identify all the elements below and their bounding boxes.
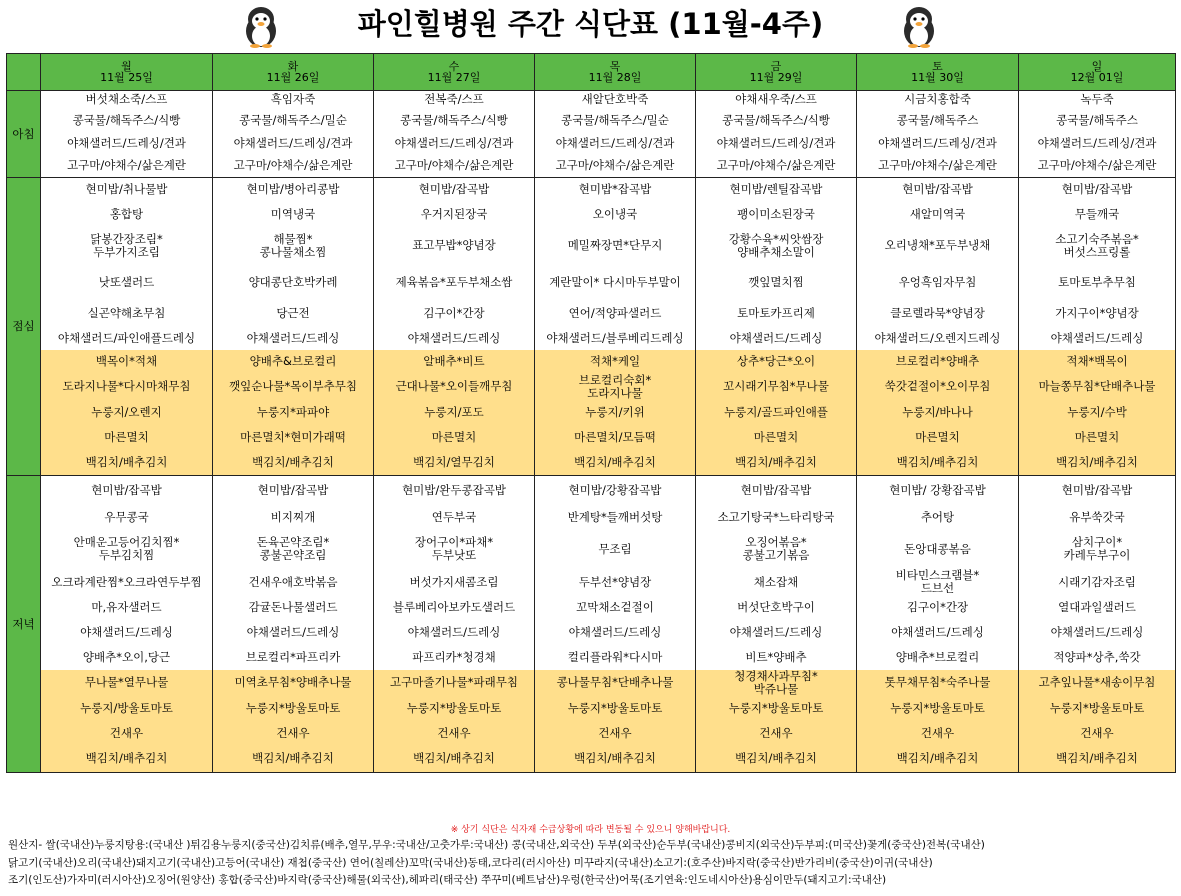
menu-cell: 제육볶음*포두부채소쌈 xyxy=(374,265,535,301)
menu-cell: 현미밥/ 강황잡곡밥 xyxy=(857,476,1019,505)
menu-cell: 건새우 xyxy=(41,721,213,746)
menu-cell: 백김치/배추김치 xyxy=(213,746,374,773)
menu-cell: 전복죽/스프 xyxy=(374,91,535,109)
menu-cell xyxy=(213,227,374,265)
menu-cell: 마른멸치 xyxy=(696,425,857,451)
menu-cell: 야채샐러드/드레싱/견과 xyxy=(41,132,213,155)
menu-row xyxy=(7,350,1176,374)
menu-cell: 양배추*오이,당근 xyxy=(41,645,213,670)
menu-cell-line: 돈육곤약조림* xyxy=(256,535,330,549)
header-corner xyxy=(7,54,41,91)
menu-cell: 현미밥/잡곡밥 xyxy=(213,476,374,505)
menu-cell: 고구마/야채수/삶은계란 xyxy=(41,155,213,178)
menu-cell: 콩국물/해독주스/밀순 xyxy=(213,109,374,132)
menu-cell: 팽이미소된장국 xyxy=(696,202,857,227)
day-header xyxy=(374,54,535,91)
menu-cell: 누룽지/골드파인애플 xyxy=(696,400,857,425)
menu-cell: 마른멸치 xyxy=(41,425,213,451)
day-name: 화 xyxy=(287,60,299,73)
menu-cell-line: 버섯스프링롤 xyxy=(1063,244,1131,259)
menu-cell: 무조림 xyxy=(535,530,696,569)
menu-cell: 누룽지*파파야 xyxy=(213,400,374,425)
menu-cell: 미역초무침*양배추나물 xyxy=(213,670,374,696)
menu-cell: 연어/적양파샐러드 xyxy=(535,301,696,327)
menu-row xyxy=(7,670,1176,696)
menu-cell: 파프리카*청경채 xyxy=(374,645,535,670)
menu-cell: 버섯채소죽/스프 xyxy=(41,91,213,109)
menu-cell: 현미밥/취나물밥 xyxy=(41,178,213,202)
menu-cell: 야채샐러드/드레싱 xyxy=(374,327,535,350)
day-date: 11월 25일 xyxy=(100,71,153,84)
menu-cell: 누룽지/오렌지 xyxy=(41,400,213,425)
menu-cell: 토마토카프리제 xyxy=(696,301,857,327)
menu-cell: 누룽지*방울토마토 xyxy=(213,696,374,721)
menu-cell: 녹두죽 xyxy=(1019,91,1176,109)
menu-cell: 백김치/배추김치 xyxy=(696,451,857,476)
menu-cell: 야채샐러드/드레싱 xyxy=(213,620,374,645)
menu-cell: 현미밥/잡곡밥 xyxy=(41,476,213,505)
menu-row xyxy=(7,132,1176,155)
menu-cell-line: 해물찜* xyxy=(273,231,313,246)
menu-row xyxy=(7,476,1176,505)
day-name: 토 xyxy=(932,60,943,73)
menu-row xyxy=(7,374,1176,400)
menu-cell: 새알단호박죽 xyxy=(535,91,696,109)
menu-cell xyxy=(696,670,857,696)
menu-cell: 콩국물/해독주스/식빵 xyxy=(41,109,213,132)
menu-cell: 두부선*양념장 xyxy=(535,569,696,596)
menu-cell: 마른멸치 xyxy=(374,425,535,451)
menu-cell: 감귤돈나물샐러드 xyxy=(213,596,374,620)
origin-line: 원산지- 쌀(국내산)누룽지탕용:(국내산 )튀김용누룽지(중국산)김치류(배추,열무,무우:국내산/고춧가루:국내산) 콩(국내산,외국산) 두부(외국산)순두부(국내산)콩비지(외국산)두부피:(미국산)꽃게(중국산)전복(국내산) xyxy=(8,839,985,851)
meal-label: 저녁 xyxy=(7,476,41,773)
menu-cell: 야채샐러드/드레싱/견과 xyxy=(374,132,535,155)
title-bar xyxy=(0,0,1181,52)
menu-cell xyxy=(1019,530,1176,569)
menu-cell: 계란말이* 다시마두부말이 xyxy=(535,265,696,301)
menu-cell-line: 박쥬나물 xyxy=(753,681,799,696)
menu-cell: 콩국물/해독주스 xyxy=(857,109,1019,132)
menu-row xyxy=(7,109,1176,132)
menu-cell-line: 드브선 xyxy=(920,581,955,595)
day-header xyxy=(857,54,1019,91)
menu-cell: 시래기감자조림 xyxy=(1019,569,1176,596)
menu-row xyxy=(7,425,1176,451)
menu-cell xyxy=(41,227,213,265)
menu-cell: 연두부국 xyxy=(374,505,535,530)
menu-cell xyxy=(41,530,213,569)
menu-row xyxy=(7,265,1176,301)
menu-cell: 양대콩단호박카레 xyxy=(213,265,374,301)
day-date: 12월 01일 xyxy=(1070,71,1124,84)
menu-cell: 야채샐러드/드레싱 xyxy=(696,327,857,350)
menu-cell: 도라지나물*다시마채무침 xyxy=(41,374,213,400)
menu-cell-line: 닭봉간장조림* xyxy=(90,231,163,246)
menu-cell: 현미밥*잡곡밥 xyxy=(535,178,696,202)
menu-body xyxy=(7,91,1176,773)
menu-row xyxy=(7,505,1176,530)
header-row xyxy=(7,54,1176,91)
menu-cell: 야채샐러드/드레싱/견과 xyxy=(213,132,374,155)
menu-cell: 무나물*열무나물 xyxy=(41,670,213,696)
meal-label: 점심 xyxy=(7,178,41,476)
menu-cell: 메밀짜장면*단무지 xyxy=(535,227,696,265)
menu-cell: 백김치/배추김치 xyxy=(41,451,213,476)
menu-cell: 백목이*적채 xyxy=(41,350,213,374)
menu-cell: 시금치홍합죽 xyxy=(857,91,1019,109)
menu-cell: 백김치/배추김치 xyxy=(374,746,535,773)
menu-cell: 우무콩국 xyxy=(41,505,213,530)
menu-cell: 야채샐러드/드레싱 xyxy=(1019,620,1176,645)
menu-cell: 누룽지*방울토마토 xyxy=(857,696,1019,721)
menu-cell: 버섯단호박구이 xyxy=(696,596,857,620)
menu-cell: 오이냉국 xyxy=(535,202,696,227)
menu-cell-line: 두부낫또 xyxy=(431,548,477,562)
menu-cell: 건새우 xyxy=(1019,721,1176,746)
menu-row xyxy=(7,202,1176,227)
menu-row xyxy=(7,155,1176,178)
menu-row xyxy=(7,596,1176,620)
day-name: 수 xyxy=(448,60,460,73)
day-header xyxy=(41,54,213,91)
menu-cell: 백김치/배추김치 xyxy=(857,746,1019,773)
menu-cell-line: 장어구이*파채* xyxy=(414,535,494,549)
menu-cell: 홍합탕 xyxy=(41,202,213,227)
menu-cell: 추어탕 xyxy=(857,505,1019,530)
menu-cell: 알배추*비트 xyxy=(374,350,535,374)
menu-cell: 누룽지*방울토마토 xyxy=(374,696,535,721)
menu-cell: 현미밥/잡곡밥 xyxy=(857,178,1019,202)
menu-cell-line: 비타민스크램블* xyxy=(895,568,980,582)
menu-row xyxy=(7,327,1176,350)
day-date: 11월 30일 xyxy=(911,71,964,84)
menu-cell: 양배추*브로컬리 xyxy=(857,645,1019,670)
menu-cell: 무들깨국 xyxy=(1019,202,1176,227)
menu-cell: 오크라계란찜*오크라연두부찜 xyxy=(41,569,213,596)
menu-row xyxy=(7,721,1176,746)
menu-cell: 건새우 xyxy=(857,721,1019,746)
day-name: 목 xyxy=(609,60,621,73)
menu-cell: 야채샐러드/드레싱 xyxy=(857,620,1019,645)
menu-cell: 야채샐러드/드레싱 xyxy=(41,620,213,645)
day-date: 11월 28일 xyxy=(588,71,642,84)
menu-cell: 비지찌개 xyxy=(213,505,374,530)
menu-row xyxy=(7,645,1176,670)
menu-row xyxy=(7,696,1176,721)
menu-cell: 백김치/열무김치 xyxy=(374,451,535,476)
menu-cell: 누룽지/방울토마토 xyxy=(41,696,213,721)
menu-cell-line: 청경채사과무침* xyxy=(734,669,818,683)
menu-row xyxy=(7,620,1176,645)
menu-cell: 마른멸치 xyxy=(857,425,1019,451)
menu-cell: 적채*백목이 xyxy=(1019,350,1176,374)
meal-label: 아침 xyxy=(7,91,41,178)
menu-cell: 쑥갓겉절이*오이무침 xyxy=(857,374,1019,400)
menu-cell: 유부쑥갓국 xyxy=(1019,505,1176,530)
menu-cell: 마,유자샐러드 xyxy=(41,596,213,620)
menu-cell: 우거지된장국 xyxy=(374,202,535,227)
day-name: 월 xyxy=(121,60,132,73)
menu-cell: 건새우 xyxy=(213,721,374,746)
menu-cell: 마늘쫑무침*단배추나물 xyxy=(1019,374,1176,400)
menu-row xyxy=(7,301,1176,327)
menu-cell: 버섯가지새콤조림 xyxy=(374,569,535,596)
menu-cell: 고구마줄기나물*파래무침 xyxy=(374,670,535,696)
menu-cell: 톳무채무침*숙주나물 xyxy=(857,670,1019,696)
menu-cell: 실곤약해초무침 xyxy=(41,301,213,327)
menu-cell: 누룽지*방울토마토 xyxy=(696,696,857,721)
menu-cell: 클로렐라묵*양념장 xyxy=(857,301,1019,327)
menu-cell-line: 소고기숙주볶음* xyxy=(1055,231,1139,246)
menu-row xyxy=(7,91,1176,109)
menu-cell: 토마토부추무침 xyxy=(1019,265,1176,301)
menu-cell: 고구마/야채수/삶은계란 xyxy=(696,155,857,178)
menu-cell: 건새우애호박볶음 xyxy=(213,569,374,596)
day-date: 11월 27일 xyxy=(427,71,481,84)
menu-cell-line: 양배추채소말이 xyxy=(737,244,815,259)
menu-cell: 고구마/야채수/삶은계란 xyxy=(1019,155,1176,178)
menu-cell: 현미밥/잡곡밥 xyxy=(1019,476,1176,505)
menu-cell: 표고무밥*양념장 xyxy=(374,227,535,265)
menu-cell-line: 삼치구이* xyxy=(1071,535,1123,549)
menu-cell: 현미밥/잡곡밥 xyxy=(696,476,857,505)
weekly-menu-table xyxy=(6,53,1176,773)
menu-cell: 현미밥/완두콩잡곡밥 xyxy=(374,476,535,505)
menu-cell: 누룽지*방울토마토 xyxy=(1019,696,1176,721)
menu-cell: 야채샐러드/드레싱 xyxy=(213,327,374,350)
menu-cell: 야채샐러드/드레싱 xyxy=(374,620,535,645)
menu-cell: 깻잎멸치찜 xyxy=(696,265,857,301)
menu-cell: 백김치/배추김치 xyxy=(213,451,374,476)
menu-cell: 채소잡채 xyxy=(696,569,857,596)
menu-cell: 야채샐러드/블루베리드레싱 xyxy=(535,327,696,350)
menu-cell xyxy=(696,530,857,569)
menu-cell: 김구이*간장 xyxy=(374,301,535,327)
notice-text: ※ 상기 식단은 식자재 수급상황에 따라 변동될 수 있으니 양해바랍니다. xyxy=(450,825,731,835)
menu-cell: 상추*당근*오이 xyxy=(696,350,857,374)
menu-row xyxy=(7,178,1176,202)
menu-cell-line: 콩불고기볶음 xyxy=(742,548,810,562)
menu-cell: 브로컬리*파프리카 xyxy=(213,645,374,670)
menu-cell: 야채샐러드/드레싱/견과 xyxy=(696,132,857,155)
menu-cell: 당근전 xyxy=(213,301,374,327)
menu-cell xyxy=(535,374,696,400)
menu-cell: 야채샐러드/드레싱 xyxy=(696,620,857,645)
menu-cell-line: 안매운고등어김치찜* xyxy=(73,535,180,549)
menu-cell: 고구마/야채수/삶은계란 xyxy=(857,155,1019,178)
menu-cell: 건새우 xyxy=(696,721,857,746)
menu-cell-line: 카레두부구이 xyxy=(1063,548,1131,562)
menu-cell: 현미밥/잡곡밥 xyxy=(374,178,535,202)
menu-cell: 블루베리아보카도샐러드 xyxy=(374,596,535,620)
menu-cell: 오리냉채*포두부냉채 xyxy=(857,227,1019,265)
menu-cell: 적양파*상추,쑥갓 xyxy=(1019,645,1176,670)
menu-cell: 콩국물/해독주스/식빵 xyxy=(696,109,857,132)
menu-cell: 콩나물무침*단배추나물 xyxy=(535,670,696,696)
menu-cell: 김구이*간장 xyxy=(857,596,1019,620)
menu-cell: 건새우 xyxy=(535,721,696,746)
menu-row xyxy=(7,400,1176,425)
menu-cell: 마른멸치/모듬떡 xyxy=(535,425,696,451)
menu-cell: 야채샐러드/드레싱 xyxy=(1019,327,1176,350)
menu-row xyxy=(7,451,1176,476)
menu-cell: 야채샐러드/드레싱/견과 xyxy=(535,132,696,155)
menu-cell: 야채샐러드/오렌지드레싱 xyxy=(857,327,1019,350)
menu-cell-line: 강황수육*씨앗쌈장 xyxy=(728,231,824,246)
menu-cell: 고추잎나물*새송이무침 xyxy=(1019,670,1176,696)
menu-row xyxy=(7,227,1176,265)
menu-cell-line: 콩나물채소찜 xyxy=(259,244,327,259)
menu-cell: 고구마/야채수/삶은계란 xyxy=(374,155,535,178)
day-header xyxy=(1019,54,1176,91)
menu-cell: 백김치/배추김치 xyxy=(696,746,857,773)
menu-cell: 고구마/야채수/삶은계란 xyxy=(213,155,374,178)
day-header xyxy=(696,54,857,91)
day-name: 일 xyxy=(1091,60,1103,73)
origin-line: 닭고기(국내산)오리(국내산)돼지고기(국내산)고등어(국내산) 재첩(중국산) 연어(칠레산)꼬막(국내산)동태,코다리(러시아산) 미꾸라지(국내산)소고기:(호주산)바지락(중국산)반가리비(중국산)이귀(국내산) xyxy=(8,857,933,869)
menu-cell: 새알미역국 xyxy=(857,202,1019,227)
menu-cell xyxy=(1019,227,1176,265)
menu-cell: 소고기탕국*느타리탕국 xyxy=(696,505,857,530)
menu-cell: 현미밥/병아리콩밥 xyxy=(213,178,374,202)
menu-cell: 양배추&브로컬리 xyxy=(213,350,374,374)
menu-cell: 백김치/배추김치 xyxy=(535,746,696,773)
menu-cell: 누룽지*방울토마토 xyxy=(535,696,696,721)
menu-cell: 꼬막채소겉절이 xyxy=(535,596,696,620)
menu-cell: 백김치/배추김치 xyxy=(41,746,213,773)
menu-cell: 낫또샐러드 xyxy=(41,265,213,301)
menu-cell: 고구마/야채수/삶은계란 xyxy=(535,155,696,178)
menu-cell: 돈앙대콩볶음 xyxy=(857,530,1019,569)
menu-cell-line: 오징어볶음* xyxy=(745,535,807,549)
menu-cell: 우엉흑임자무침 xyxy=(857,265,1019,301)
menu-cell: 가지구이*양념장 xyxy=(1019,301,1176,327)
menu-cell: 누룽지/수박 xyxy=(1019,400,1176,425)
menu-cell: 콩국물/해독주스/밀순 xyxy=(535,109,696,132)
menu-cell: 야채샐러드/드레싱/견과 xyxy=(1019,132,1176,155)
menu-cell-line: 콩불곤약조림 xyxy=(259,548,327,562)
menu-cell: 열대과일샐러드 xyxy=(1019,596,1176,620)
menu-row xyxy=(7,530,1176,569)
menu-cell xyxy=(857,569,1019,596)
menu-cell: 현미밥/강황잡곡밥 xyxy=(535,476,696,505)
menu-cell-line: 두부가지조림 xyxy=(93,244,160,259)
day-date: 11월 26일 xyxy=(266,71,320,84)
day-name: 금 xyxy=(770,60,782,73)
day-header xyxy=(535,54,696,91)
menu-cell: 꼬시래기무침*무나물 xyxy=(696,374,857,400)
menu-cell: 콩국물/해독주스 xyxy=(1019,109,1176,132)
menu-cell xyxy=(696,227,857,265)
menu-cell: 비트*양배추 xyxy=(696,645,857,670)
menu-cell: 건새우 xyxy=(374,721,535,746)
menu-cell: 근대나물*오이들깨무침 xyxy=(374,374,535,400)
menu-cell: 깻잎순나물*목이부추무침 xyxy=(213,374,374,400)
menu-cell: 누룽지/바나나 xyxy=(857,400,1019,425)
menu-cell: 야채샐러드/드레싱/견과 xyxy=(857,132,1019,155)
menu-cell: 흑임자죽 xyxy=(213,91,374,109)
penguin-icon xyxy=(898,4,940,48)
menu-cell xyxy=(374,530,535,569)
menu-cell-line: 두부김치찜 xyxy=(98,548,155,562)
menu-cell-line: 브로컬리숙회* xyxy=(578,373,652,387)
menu-cell: 마른멸치 xyxy=(1019,425,1176,451)
menu-cell: 누룽지/키위 xyxy=(535,400,696,425)
menu-cell: 야채새우죽/스프 xyxy=(696,91,857,109)
menu-cell: 백김치/배추김치 xyxy=(1019,451,1176,476)
menu-cell: 마른멸치*현미가래떡 xyxy=(213,425,374,451)
menu-cell: 백김치/배추김치 xyxy=(857,451,1019,476)
day-date: 11월 29일 xyxy=(749,71,803,84)
menu-cell: 컬리플라워*다시마 xyxy=(535,645,696,670)
menu-cell: 야채샐러드/파인애플드레싱 xyxy=(41,327,213,350)
menu-cell xyxy=(213,530,374,569)
menu-cell: 백김치/배추김치 xyxy=(535,451,696,476)
menu-cell: 브로컬리*양배추 xyxy=(857,350,1019,374)
menu-cell: 누룽지/포도 xyxy=(374,400,535,425)
menu-cell: 현미밥/잡곡밥 xyxy=(1019,178,1176,202)
menu-cell-line: 도라지나물 xyxy=(587,385,643,400)
menu-cell: 콩국물/해독주스/식빵 xyxy=(374,109,535,132)
page-title: 파인힐병원 주간 식단표 (11월-4주) xyxy=(357,7,824,41)
menu-cell: 반계탕*들깨버섯탕 xyxy=(535,505,696,530)
menu-cell: 미역냉국 xyxy=(213,202,374,227)
menu-row xyxy=(7,569,1176,596)
menu-cell: 백김치/배추김치 xyxy=(1019,746,1176,773)
menu-cell: 적채*케일 xyxy=(535,350,696,374)
menu-cell: 현미밥/렌틸잡곡밥 xyxy=(696,178,857,202)
menu-cell: 야채샐러드/드레싱 xyxy=(535,620,696,645)
origin-line: 조기(인도산)가자미(러시아산)오징어(원양산) 홍합(중국산)바지락(중국산)해물(외국산),헤파리(태국산) 쭈꾸미(베트남산)우렁(한국산)어묵(조기연육:인도네시아산)용심이만두(돼지고기:국내산) xyxy=(8,874,887,886)
day-header xyxy=(213,54,374,91)
menu-row xyxy=(7,746,1176,773)
